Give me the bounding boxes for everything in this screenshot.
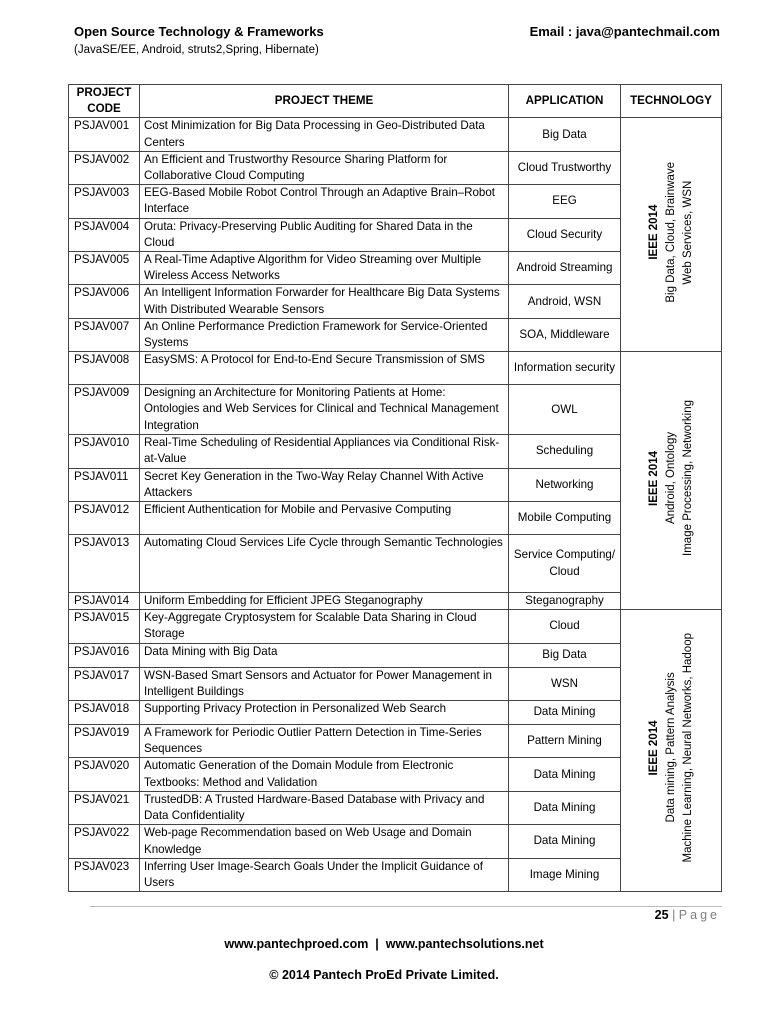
- application-cell: Data Mining: [509, 701, 621, 725]
- project-code-cell: PSJAV003: [69, 185, 140, 218]
- technology-group-cell: [621, 610, 722, 892]
- page-label: Page: [678, 908, 720, 922]
- project-code-cell: PSJAV012: [69, 502, 140, 535]
- application-cell: Big Data: [509, 643, 621, 667]
- document-subtitle: (JavaSE/EE, Android, struts2,Spring, Hibernate): [74, 44, 319, 56]
- project-theme-cell: Uniform Embedding for Efficient JPEG Steganography: [140, 593, 509, 610]
- footer-copyright: © 2014 Pantech ProEd Private Limited.: [269, 968, 499, 982]
- project-code-cell: PSJAV013: [69, 535, 140, 593]
- project-code-cell: PSJAV005: [69, 252, 140, 285]
- table-row: [69, 352, 722, 385]
- project-code-cell: PSJAV017: [69, 667, 140, 700]
- application-cell: Big Data: [509, 118, 621, 151]
- application-cell: Android Streaming: [509, 252, 621, 285]
- project-code-cell: PSJAV014: [69, 593, 140, 610]
- technology-group-cell: [621, 118, 722, 352]
- project-code-cell: PSJAV023: [69, 858, 140, 891]
- page-number-separator: |: [672, 908, 676, 922]
- project-theme-cell: EasySMS: A Protocol for End-to-End Secure Transmission of SMS: [140, 352, 509, 385]
- technology-line: IEEE 2014: [647, 204, 660, 260]
- project-code-cell: PSJAV021: [69, 791, 140, 824]
- application-cell: Networking: [509, 468, 621, 501]
- page-number-value: 25: [654, 908, 669, 922]
- application-cell: Cloud Security: [509, 218, 621, 251]
- application-cell: Data Mining: [509, 758, 621, 791]
- project-theme-cell: An Efficient and Trustworthy Resource Sharing Platform for Collaborative Cloud Computing: [140, 151, 509, 184]
- project-code-cell: PSJAV006: [69, 285, 140, 318]
- project-theme-cell: WSN-Based Smart Sensors and Actuator for Power Management in Intelligent Buildings: [140, 667, 509, 700]
- project-theme-cell: Web-page Recommendation based on Web Usage and Domain Knowledge: [140, 825, 509, 858]
- document-title: Open Source Technology & Frameworks: [74, 24, 324, 39]
- project-theme-cell: Inferring User Image-Search Goals Under the Implicit Guidance of Users: [140, 858, 509, 891]
- project-theme-cell: EEG-Based Mobile Robot Control Through an Adaptive Brain–Robot Interface: [140, 185, 509, 218]
- project-theme-cell: An Intelligent Information Forwarder for Healthcare Big Data Systems With Distributed Wearable Sensors: [140, 285, 509, 318]
- project-theme-cell: Automatic Generation of the Domain Module from Electronic Textbooks: Method and Validation: [140, 758, 509, 791]
- footer-links: www.pantechproed.com | www.pantechsolutions.net: [224, 937, 544, 951]
- project-theme-cell: TrustedDB: A Trusted Hardware-Based Database with Privacy and Data Confidentiality: [140, 791, 509, 824]
- application-cell: Service Computing/ Cloud: [509, 535, 621, 593]
- application-cell: Image Mining: [509, 858, 621, 891]
- technology-label: [646, 162, 697, 303]
- project-code-cell: PSJAV015: [69, 610, 140, 643]
- technology-line: Big Data, Cloud, Brainwave: [664, 161, 677, 303]
- project-code-cell: PSJAV009: [69, 385, 140, 435]
- project-code-cell: PSJAV022: [69, 825, 140, 858]
- application-cell: EEG: [509, 185, 621, 218]
- project-code-cell: PSJAV016: [69, 643, 140, 667]
- project-theme-cell: A Framework for Periodic Outlier Pattern Detection in Time-Series Sequences: [140, 725, 509, 758]
- application-cell: SOA, Middleware: [509, 318, 621, 351]
- column-header-theme: PROJECT THEME: [140, 85, 509, 118]
- technology-label: [646, 400, 697, 556]
- technology-label: [646, 633, 697, 862]
- project-code-cell: PSJAV001: [69, 118, 140, 151]
- technology-line: Image Processing, Networking: [681, 400, 694, 557]
- project-code-cell: PSJAV011: [69, 468, 140, 501]
- footer-divider: [90, 906, 722, 907]
- table-row: [69, 118, 722, 151]
- application-cell: Scheduling: [509, 435, 621, 468]
- column-header-technology: TECHNOLOGY: [621, 85, 722, 118]
- project-code-cell: PSJAV004: [69, 218, 140, 251]
- technology-line: IEEE 2014: [647, 450, 660, 506]
- application-cell: Mobile Computing: [509, 502, 621, 535]
- column-header-code: PROJECT CODE: [69, 85, 140, 118]
- column-header-application: APPLICATION: [509, 85, 621, 118]
- technology-group-cell: [621, 352, 722, 610]
- table-body: [69, 118, 722, 892]
- project-code-cell: PSJAV008: [69, 352, 140, 385]
- project-code-cell: PSJAV002: [69, 151, 140, 184]
- application-cell: Data Mining: [509, 825, 621, 858]
- project-theme-cell: Efficient Authentication for Mobile and Pervasive Computing: [140, 502, 509, 535]
- technology-line: Web Services, WSN: [681, 180, 694, 285]
- application-cell: OWL: [509, 385, 621, 435]
- project-theme-cell: Secret Key Generation in the Two-Way Relay Channel With Active Attackers: [140, 468, 509, 501]
- application-cell: Information security: [509, 352, 621, 385]
- technology-line: IEEE 2014: [647, 720, 660, 776]
- application-cell: WSN: [509, 667, 621, 700]
- project-theme-cell: Oruta: Privacy-Preserving Public Auditing for Shared Data in the Cloud: [140, 218, 509, 251]
- project-code-cell: PSJAV010: [69, 435, 140, 468]
- project-theme-cell: An Online Performance Prediction Framework for Service-Oriented Systems: [140, 318, 509, 351]
- application-cell: Cloud: [509, 610, 621, 643]
- technology-line: Machine Learning, Neural Networks, Hadoop: [681, 633, 694, 863]
- technology-line: Data mining, Pattern Analysis: [664, 672, 677, 824]
- project-theme-cell: Key-Aggregate Cryptosystem for Scalable Data Sharing in Cloud Storage: [140, 610, 509, 643]
- contact-email: Email : java@pantechmail.com: [529, 24, 720, 39]
- project-table: [68, 84, 722, 892]
- project-theme-cell: Supporting Privacy Protection in Personalized Web Search: [140, 701, 509, 725]
- project-theme-cell: A Real-Time Adaptive Algorithm for Video Streaming over Multiple Wireless Access Networks: [140, 252, 509, 285]
- project-theme-cell: Automating Cloud Services Life Cycle through Semantic Technologies: [140, 535, 509, 593]
- page-number: [655, 908, 720, 922]
- project-code-cell: PSJAV007: [69, 318, 140, 351]
- table-row: [69, 610, 722, 643]
- project-code-cell: PSJAV019: [69, 725, 140, 758]
- application-cell: Data Mining: [509, 791, 621, 824]
- project-theme-cell: Real-Time Scheduling of Residential Appliances via Conditional Risk-at-Value: [140, 435, 509, 468]
- project-code-cell: PSJAV018: [69, 701, 140, 725]
- application-cell: Cloud Trustworthy: [509, 151, 621, 184]
- application-cell: Android, WSN: [509, 285, 621, 318]
- project-code-cell: PSJAV020: [69, 758, 140, 791]
- project-theme-cell: Designing an Architecture for Monitoring Patients at Home: Ontologies and Web Services for Clinical and Technical Management Integration: [140, 385, 509, 435]
- project-theme-cell: Data Mining with Big Data: [140, 643, 509, 667]
- technology-line: Android, Ontology: [664, 432, 677, 525]
- project-theme-cell: Cost Minimization for Big Data Processing in Geo-Distributed Data Centers: [140, 118, 509, 151]
- application-cell: Pattern Mining: [509, 725, 621, 758]
- application-cell: Steganography: [509, 593, 621, 610]
